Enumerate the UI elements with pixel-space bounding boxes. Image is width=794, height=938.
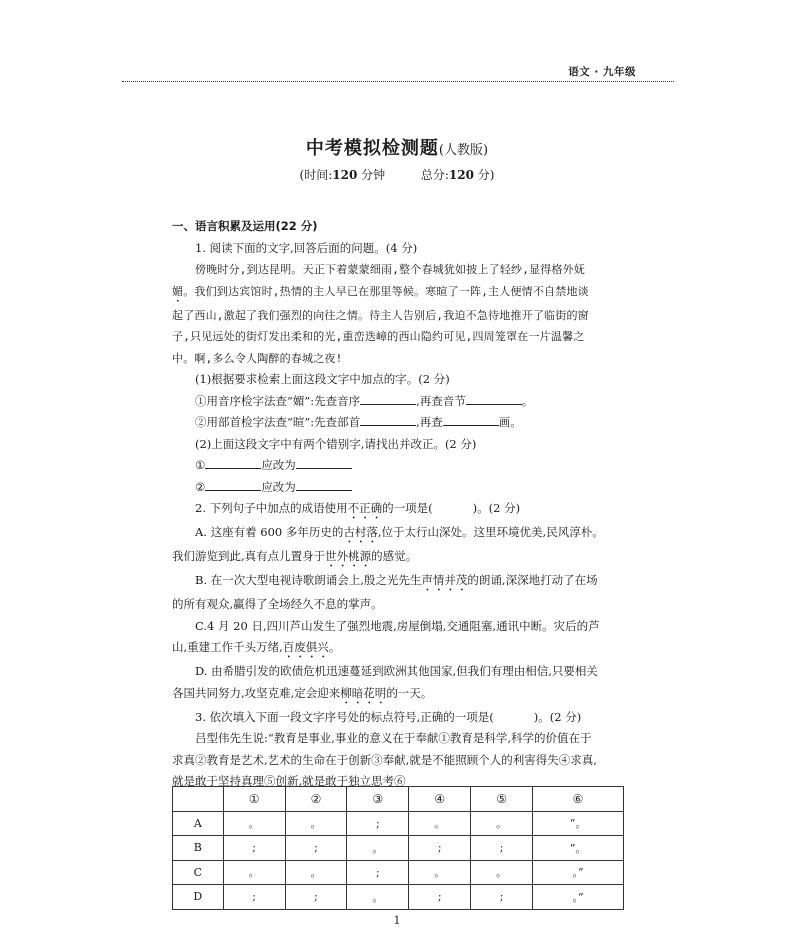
table-cell: ; (285, 836, 347, 861)
table-cell: ; (409, 885, 471, 910)
table-row (173, 885, 624, 910)
page-number: 1 (393, 914, 401, 927)
table-header-cell: ③ (347, 787, 409, 812)
dotted-text: 不正确 (347, 501, 383, 515)
score-label: 总分: (420, 168, 449, 182)
q1-sub2-stem: (2)上面这段文字中有两个错别字,请找出并改正。(2 分) (195, 436, 477, 451)
table-cell: ; (347, 811, 409, 836)
table-cell: ; (285, 885, 347, 910)
q2-option-c-cont: 山,重建工作千头万绪,百废俱兴。 (172, 640, 341, 654)
passage-line: 媚。我们到达宾馆时,热情的主人早已在那里等候。寒暄了一阵,主人便情不自禁地谈 (172, 284, 589, 298)
q1-sub2-row: ② 应改为 (172, 477, 624, 499)
table-cell: ; (347, 860, 409, 885)
q3-passage-line: 求真②教育是艺术,艺术的生命在于创新③奉献,就是不能照顾个人的利害得失④求真, (172, 752, 597, 767)
table-header-cell: ① (223, 787, 285, 812)
table-header-cell: ⑥ (533, 787, 624, 812)
table-cell: ; (409, 836, 471, 861)
table-header-cell: ② (285, 787, 347, 812)
answer-blank[interactable] (443, 414, 499, 426)
answer-blank[interactable] (360, 393, 416, 405)
section-title: 一、语言积累及运用(22 分) (172, 219, 318, 233)
q1-stem: 1. 阅读下面的文字,回答后面的问题。(4 分) (195, 240, 418, 255)
table-cell: ; (471, 836, 533, 861)
q2-option-a: A. 这座有着 600 多年历史的古村落,位于太行山深处。这里环境优美,民风淳朴。 (195, 525, 604, 539)
score-value: 120 (448, 168, 474, 182)
passage-line: 傍晚时分,到达昆明。天正下着蒙蒙细雨,整个春城犹如披上了轻纱,显得格外妩 (195, 263, 586, 276)
q3-passage-line: 就是敢于坚持真理⑤创新,就是敢于独立思考⑥ (172, 774, 406, 788)
dotted-text: 声情并茂 (421, 573, 468, 587)
table-cell: ; (471, 885, 533, 910)
q1-sub1-a: ①用音序检字法查“媚”:先查音序 ,再查音节 。 (195, 393, 534, 408)
exam-content (172, 216, 624, 793)
table-cell: B (173, 836, 224, 861)
table-row (173, 836, 624, 861)
header-divider (122, 81, 674, 82)
q2-option-b: B. 在一次大型电视诗歌朗诵会上,殷之光先生声情并茂的朗诵,深深地打动了在场 (195, 573, 598, 587)
table-cell: “。 (533, 811, 624, 836)
dotted-text: 百废俱兴 (282, 640, 329, 654)
q2-stem: 2. 下列句子中加点的成语使用不正确的一项是( )。(2 分) (195, 501, 521, 515)
table-header-cell: ⑤ (471, 787, 533, 812)
q2-option-a-cont: 我们游览到此,真有点儿置身于世外桃源的感觉。 (172, 549, 418, 563)
answer-blank[interactable] (466, 393, 522, 405)
q2-option-b-cont: 的所有观众,赢得了全场经久不息的掌声。 (172, 597, 383, 611)
table-cell: 。 (471, 811, 533, 836)
page-title: 中考模拟检测题 (305, 138, 439, 159)
q2-option-d-cont: 各国共同努力,攻坚克难,定会迎来柳暗花明的一天。 (172, 685, 433, 700)
title-block (0, 134, 794, 160)
passage-line: 中。啊,多么令人陶醉的春城之夜! (172, 351, 343, 365)
table-row (173, 860, 624, 885)
answer-blank[interactable] (360, 414, 416, 426)
q1-sub1-b: ②用部首检字法查“暄”:先查部首 ,再查 画。 (195, 415, 522, 429)
table-cell: 。 (409, 811, 471, 836)
table-row (173, 811, 624, 836)
table-header-cell: ④ (409, 787, 471, 812)
header-label: 语文 · 九年级 (568, 66, 636, 78)
table-cell: ; (223, 836, 285, 861)
dotted-text: 古村落 (343, 525, 378, 539)
table-cell: 。 (409, 860, 471, 885)
answer-options-table (172, 786, 624, 910)
time-unit: 分钟 (361, 168, 386, 182)
passage-line: 子,只见远处的街灯发出柔和的光,重峦迭嶂的西山隐约可见,四周笼罩在一片温馨之 (172, 330, 585, 343)
answer-blank[interactable] (205, 457, 261, 469)
time-label: (时间: (299, 168, 333, 182)
answer-blank[interactable] (205, 479, 261, 491)
answer-blank[interactable] (296, 479, 352, 491)
table-cell: D (173, 885, 224, 910)
q1-passage (172, 259, 624, 369)
q2-option-d: D. 由希腊引发的欧债危机迅速蔓延到欧洲其他国家,但我们有理由相信,只要相关 (195, 664, 598, 678)
exam-info (0, 166, 794, 183)
dotted-text: 柳暗花明 (340, 685, 387, 700)
table-cell: 。 (285, 811, 347, 836)
q3-passage-line: 吕型伟先生说:“教育是事业,事业的意义在于奉献①教育是科学,科学的价值在于 (195, 731, 592, 745)
table-cell: ; (223, 885, 285, 910)
dotted-char: 媚 (172, 284, 184, 298)
table-header-cell (173, 787, 224, 812)
table-cell: 。 (223, 811, 285, 836)
table-cell: 。 (347, 836, 409, 861)
time-value: 120 (332, 168, 358, 182)
answer-bracket[interactable] (494, 709, 534, 721)
q1-sub2-row: ① 应改为 (172, 455, 624, 477)
dotted-text: 世外桃源 (325, 549, 372, 563)
q3-stem: 3. 依次填入下面一段文字序号处的标点符号,正确的一项是( )。(2 分) (195, 709, 582, 724)
table-cell: 。 (223, 860, 285, 885)
table-cell: 。 (347, 885, 409, 910)
table-cell: 。” (533, 860, 624, 885)
page-subtitle: (人教版) (438, 143, 489, 158)
q1-sub1-stem: (1)根据要求检索上面这段文字中加点的字。(2 分) (195, 372, 450, 386)
table-cell: 。” (533, 885, 624, 910)
passage-line: 起了西山,激起了我们强烈的向往之情。待主人告别后,我迫不急待地推开了临街的窗 (172, 308, 589, 322)
table-cell: ”。 (533, 836, 624, 861)
table-cell: C (173, 860, 224, 885)
table-cell: 。 (471, 860, 533, 885)
table-cell: A (173, 811, 224, 836)
answer-blank[interactable] (296, 457, 352, 469)
score-unit: 分) (477, 168, 495, 182)
q2-option-c: C.4 月 20 日,四川芦山发生了强烈地震,房屋倒塌,交通阻塞,通讯中断。灾后的芦 (195, 618, 600, 633)
table-header-row (173, 787, 624, 812)
answer-bracket[interactable] (433, 500, 473, 512)
table-cell: 。 (285, 860, 347, 885)
